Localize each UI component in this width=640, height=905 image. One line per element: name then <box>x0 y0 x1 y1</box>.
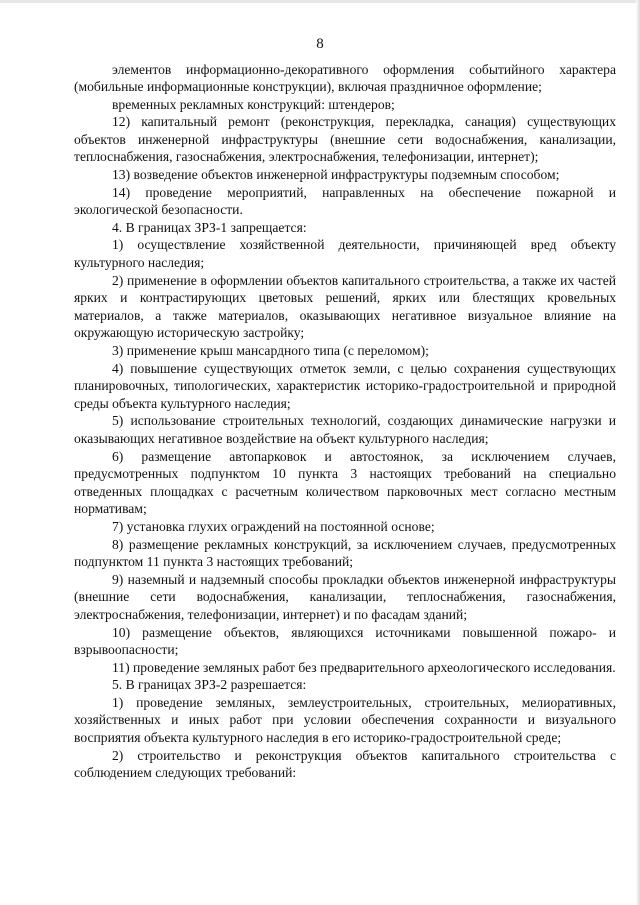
paragraph-6: 4. В границах ЗРЗ-1 запрещается: <box>112 219 307 235</box>
scan-right-edge <box>636 0 640 905</box>
paragraph-12: 6) размещение автопарковок и автостоянок, за исключением случаев, предусмотренных подпунктом 10 пункта 3 настоящих требований на специально отведенных площадках с расчетным количеством парковочных мест согласно местным нормативам; <box>74 448 616 517</box>
scan-top-edge <box>0 0 640 3</box>
paragraph-7: 1) осуществление хозяйственной деятельности, причиняющей вред объекту культурного наследия; <box>74 237 616 271</box>
paragraph-15: 9) наземный и надземный способы прокладки объектов инженерной инфраструктуры (внешние сети водоснабжения, канализации, теплоснабжения, газоснабжения, электроснабжения, телефонизации, интернет) и по фасадам зданий; <box>74 571 616 622</box>
page-number: 8 <box>316 36 324 52</box>
document-body <box>74 61 616 782</box>
paragraph-11: 5) использование строительных технологий, создающих динамические нагрузки и оказывающих негативное воздействие на объект культурного наследия; <box>74 413 616 446</box>
paragraph-2: временных рекламных конструкций: штендеров; <box>112 96 395 112</box>
paragraph-19: 1) проведение земляных, землеустроительных, строительных, мелиоративных, хозяйственных и иных работ при условии обеспечения сохранности и визуального восприятия объекта культурного наследия в его историко-градостроительной среде; <box>74 694 616 746</box>
paragraph-20: 2) строительство и реконструкция объектов капитального строительства с соблюдением следующих требований: <box>74 747 616 781</box>
paragraph-3: 12) капитальный ремонт (реконструкция, перекладка, санация) существующих объектов инженерной инфраструктуры (внешние сети водоснабжения, канализации, теплоснабжения, газоснабжения, электроснабжения, телефонизации, интернет); <box>74 114 616 165</box>
paragraph-14: 8) размещение рекламных конструкций, за исключением случаев, предусмотренных подпунктом 11 пункта 3 настоящих требований; <box>74 536 616 570</box>
paragraph-1: элементов информационно-декоративного оформления событийного характера (мобильные информационные конструкции), включая праздничное оформление; <box>74 61 616 95</box>
paragraph-18: 5. В границах ЗРЗ-2 разрешается: <box>112 677 307 693</box>
paragraph-8: 2) применение в оформлении объектов капитального строительства, а также их частей ярких и контрастирующих цветовых решений, ярких или блестящих кровельных материалов, а также материалов, оказывающих негативное визуальное влияние на окружающую историческую застройку; <box>74 272 616 341</box>
paragraph-16: 10) размещение объектов, являющихся источниками повышенной пожаро- и взрывоопасности; <box>74 624 616 658</box>
paragraph-10: 4) повышение существующих отметок земли, с целью сохранения существующих планировочных, типологических, характеристик историко-градостроительной и природной среды объекта культурного наследия; <box>74 360 616 411</box>
paragraph-17: 11) проведение земляных работ без предварительного археологического исследования. <box>112 659 616 675</box>
paragraph-4: 13) возведение объектов инженерной инфраструктуры подземным способом; <box>112 167 560 183</box>
paragraph-9: 3) применение крыш мансардного типа (с переломом); <box>112 343 429 358</box>
paragraph-13: 7) установка глухих ограждений на постоянной основе; <box>112 518 435 534</box>
paragraph-5: 14) проведение мероприятий, направленных на обеспечение пожарной и экологической безопасности. <box>74 184 616 218</box>
